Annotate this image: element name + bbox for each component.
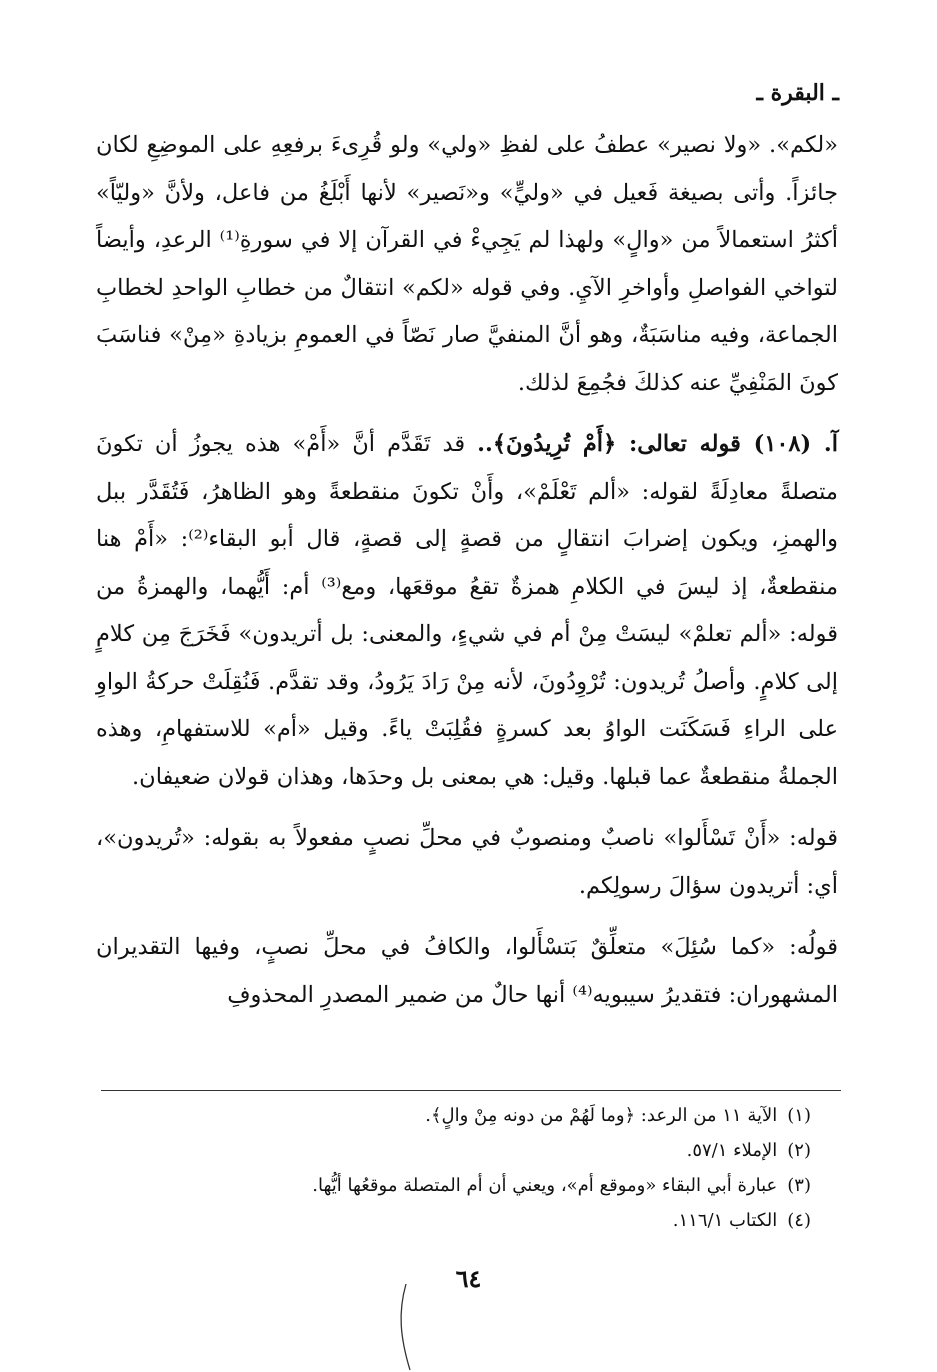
main-text <box>96 122 838 1019</box>
footnote-divider <box>101 1090 841 1091</box>
paragraph-2-text: قد تَقَدَّم أنَّ «أَمْ» هذه يجوزُ أن تكونَ متصلةً معادِلَةً لقوله: «ألم تَعْلَمْ»، وأَنْ تكونَ منقطعةً وهو الظاهرُ، فَتُقَدَّر ببل والهمزِ، ويكون إضرابَ انتقالٍ من قصةٍ إلى قصةٍ، قال أبو البقاء⁽²⁾: «أَمْ هنا منقطعةٌ، إذ ليسَ في الكلامِ همزةٌ تقعُ موقعَها، ومع⁽³⁾ أم: أَيُّهما، والهمزةُ من قوله: «ألم تعلمْ» ليسَتْ مِنْ أم في شيءٍ، والمعنى: بل أتريدون» فَخَرَجَ مِن كلامٍ إلى كلامٍ. وأصلُ تُريدون: تُرْوِدُونَ، لأنه مِنْ رَادَ يَرُودُ، وقد تقدَّم. فَنُقِلَتْ حركةُ الواوِ على الراءِ فَسَكَنَت الواوُ بعد كسرةٍ فقُلِبَتْ ياءً. وقيل «أم» للاستفهامِ، وهذه الجملةُ منقطعةٌ عما قبلها. وقيل: هي بمعنى بل وحدَها، وهذان قولان ضعيفان. <box>96 431 838 790</box>
footnote-2 <box>111 1133 811 1168</box>
pencil-mark <box>392 1282 422 1372</box>
verse-heading: آ. (١٠٨) قوله تعالى: ﴿أَمْ تُرِيدُونَ﴾.. <box>477 431 838 457</box>
footnote-text: عبارة أبي البقاء «وموقع أم»، ويعني أن أم المتصلة موقعُها أيُّها. <box>312 1175 778 1196</box>
footnote-number: (٢) <box>787 1140 811 1161</box>
footnote-4 <box>111 1203 811 1238</box>
footnote-text: الإملاء ٥٧/١. <box>686 1140 778 1161</box>
footnote-number: (١) <box>787 1105 811 1126</box>
paragraph-1: «لكم». «ولا نصير» عطفُ على لفظِ «ولي» ولو قُرِىءَ برفعِهِ على الموضِعِ لكان جائزاً. وأتى بصيغة فَعيل في «وليٍّ» و«نَصير» لأنها أَبْلَغُ من فاعل، ولأنَّ «وليّاً» أكثرُ استعمالاً من «والٍ» ولهذا لم يَجِيءْ في القرآن إلا في سورةِ⁽¹⁾ الرعدِ، وأيضاً لتواخي الفواصلِ وأواخرِ الآيِ. وفي قوله «لكم» انتقالٌ من خطابِ الواحدِ لخطابِ الجماعة، وفيه مناسَبَةٌ، وهو أنَّ المنفيَّ صار نَصّاً في العمومِ بزيادةِ «مِنْ» فناسَبَ كونَ المَنْفِيِّ عنه كذلكَ فجُمِعَ لذلك. <box>96 132 838 396</box>
paragraph-4: قولُه: «كما سُئِلَ» متعلِّقٌ بَتسْأَلوا، والكافُ في محلِّ نصبٍ، وفيها التقديران المشهوران: فتقديرُ سيبويه⁽⁴⁾ أنها حالٌ من ضمير المصدرِ المحذوفِ <box>96 934 838 1008</box>
footnote-number: (٤) <box>787 1210 811 1231</box>
footnote-1 <box>111 1098 811 1133</box>
footnote-text: الآية ١١ من الرعد: ﴿وما لَهُمْ من دونه مِنْ والٍ﴾. <box>425 1105 778 1126</box>
footnotes <box>111 1098 811 1238</box>
paragraph-3: قوله: «أَنْ تَسْأَلوا» ناصبٌ ومنصوبٌ في محلِّ نصبٍ مفعولاً به بقوله: «تُريدون»، أي: أتريدون سؤالَ رسولِكم. <box>96 825 838 899</box>
paragraph-2 <box>96 421 838 801</box>
footnote-text: الكتاب ١١٦/١. <box>672 1210 778 1231</box>
running-title: ـ البقرة ـ <box>756 80 839 106</box>
page-number: ٦٤ <box>455 1264 482 1293</box>
footnote-3 <box>111 1168 811 1203</box>
footnote-number: (٣) <box>787 1175 811 1196</box>
